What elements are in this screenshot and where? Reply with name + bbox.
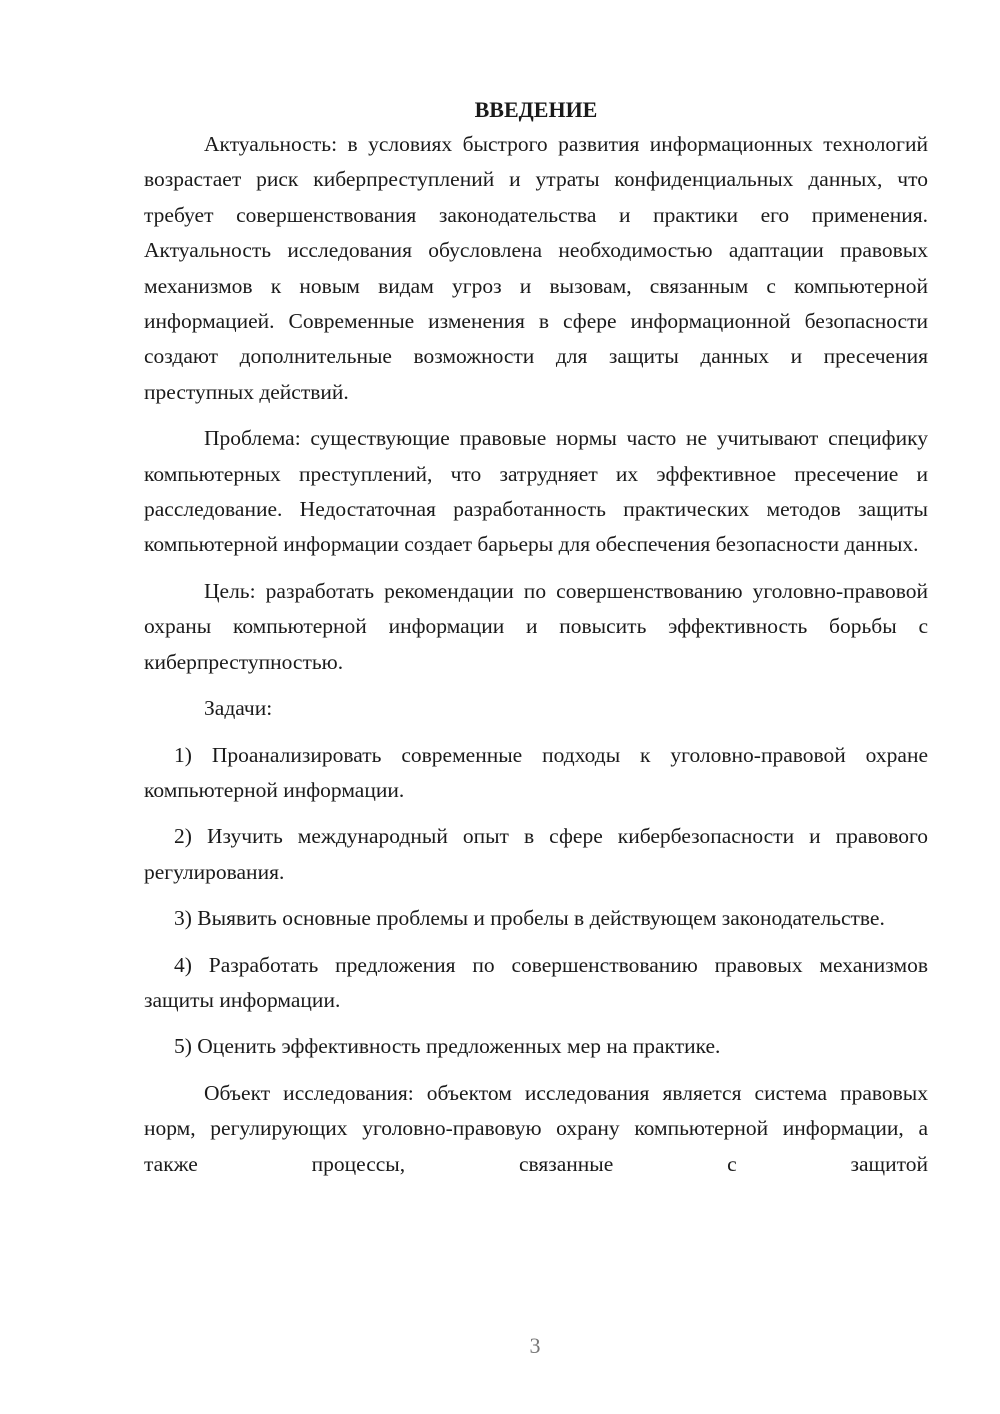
relevance-paragraph: Актуальность: в условиях быстрого развития информационных технологий возрастает риск киберпреступлений и утраты конфиденциальных данных, что требует совершенствования законодательства и практики его применения. Актуальность исследования обусловлена необходимостью адаптации правовых механизмов к новым видам угроз и вызовам, связанным с компьютерной информацией. Современные изменения в сфере информационной безопасности создают дополнительные возможности для защиты данных и пресечения преступных действий.	[144, 132, 928, 404]
task-item-4: 4) Разработать предложения по совершенствованию правовых механизмов защиты информации.	[144, 952, 928, 1012]
section-title: ВВЕДЕНИЕ	[474, 97, 598, 122]
task-item-3: 3) Выявить основные проблемы и пробелы в действующем законодательстве.	[174, 906, 885, 931]
goal-paragraph: Цель: разработать рекомендации по совершенствованию уголовно-правовой охраны компьютерной информации и повысить эффективность борьбы с киберпреступностью.	[144, 578, 928, 674]
task-item-2: 2) Изучить международный опыт в сфере кибербезопасности и правового регулирования.	[144, 824, 928, 884]
tasks-heading: Задачи:	[204, 696, 273, 721]
document-page	[144, 92, 928, 1182]
problem-paragraph: Проблема: существующие правовые нормы часто не учитывают специфику компьютерных преступлений, что затрудняет их эффективное пресечение и расследование. Недостаточная разработанность практических методов защиты компьютерной информации создает барьеры для обеспечения безопасности данных.	[144, 426, 928, 557]
page-number: 3	[529, 1333, 541, 1358]
task-item-1: 1) Проанализировать современные подходы к уголовно-правовой охране компьютерной информации.	[144, 742, 928, 802]
object-paragraph: Объект исследования: объектом исследования является система правовых норм, регулирующих уголовно-правовую охрану компьютерной информации, а также процессы, связанные с защитой	[144, 1080, 928, 1176]
task-item-5: 5) Оценить эффективность предложенных мер на практике.	[174, 1034, 721, 1059]
